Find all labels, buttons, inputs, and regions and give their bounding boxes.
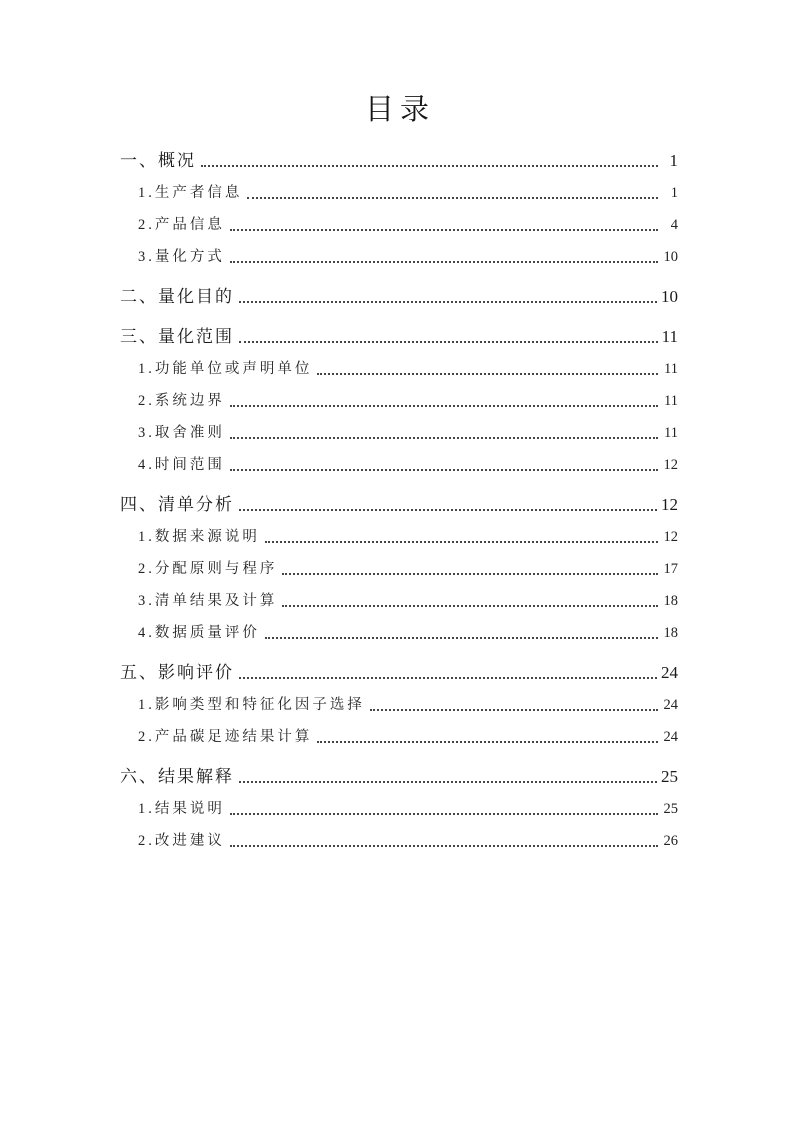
toc-entry-page-number: 24: [663, 729, 678, 745]
dot-leader: [230, 469, 658, 471]
toc-entry[interactable]: [138, 516, 678, 548]
toc-entry-page-number: 11: [664, 393, 678, 409]
toc-entry-page-number: 11: [664, 425, 678, 441]
toc-entry[interactable]: [120, 276, 678, 308]
toc-entry-page-number: 26: [663, 833, 678, 849]
toc-entry-page-number: 12: [661, 495, 678, 514]
toc-entry-label: 1.数据来源说明: [138, 529, 260, 545]
toc-entry-page-number: 11: [661, 327, 678, 346]
dot-leader: [230, 813, 658, 815]
toc-entry-label: 4.时间范围: [138, 457, 225, 473]
dot-leader: [282, 573, 658, 575]
toc-entry-page-number: 10: [661, 287, 678, 306]
toc-entry-label: 2.系统边界: [138, 393, 225, 409]
toc-entry[interactable]: [138, 236, 678, 268]
toc-entry[interactable]: [138, 716, 678, 748]
toc-entry-label: 1.功能单位或声明单位: [138, 361, 313, 377]
toc-entry[interactable]: [138, 548, 678, 580]
toc-entry-page-number: 25: [663, 801, 678, 817]
dot-leader: [317, 741, 658, 743]
toc-entry[interactable]: [138, 204, 678, 236]
toc-entry-label: 一、概况: [120, 151, 196, 170]
toc-entry[interactable]: [120, 652, 678, 684]
dot-leader: [282, 605, 658, 607]
toc-entry-label: 3.量化方式: [138, 249, 225, 265]
dot-leader: [239, 677, 657, 679]
dot-leader: [317, 373, 658, 375]
toc-entry-label: 1.影响类型和特征化因子选择: [138, 697, 365, 713]
page-title: 目录: [364, 94, 435, 126]
toc-entry[interactable]: [138, 172, 678, 204]
dot-leader: [230, 437, 658, 439]
toc-entry-label: 2.分配原则与程序: [138, 561, 278, 577]
toc-list: [120, 140, 678, 852]
toc-entry-page-number: 4: [670, 217, 678, 233]
toc-entry[interactable]: [120, 140, 678, 172]
toc-entry-label: 三、量化范围: [120, 327, 234, 346]
dot-leader: [239, 301, 657, 303]
toc-entry-page-number: 12: [663, 457, 678, 473]
dot-leader: [265, 541, 658, 543]
toc-entry[interactable]: [138, 684, 678, 716]
toc-entry[interactable]: [120, 756, 678, 788]
toc-entry-label: 1.生产者信息: [138, 185, 243, 201]
dot-leader: [239, 509, 657, 511]
dot-leader: [247, 197, 658, 199]
dot-leader: [239, 341, 658, 343]
toc-entry-label: 4.数据质量评价: [138, 625, 260, 641]
toc-entry[interactable]: [138, 820, 678, 852]
toc-entry-page-number: 1: [669, 151, 678, 170]
toc-entry-page-number: 11: [664, 361, 678, 377]
toc-entry[interactable]: [120, 316, 678, 348]
toc-entry-label: 3.清单结果及计算: [138, 593, 278, 609]
toc-entry[interactable]: [138, 348, 678, 380]
toc-entry-label: 五、影响评价: [120, 663, 234, 682]
toc-entry[interactable]: [138, 380, 678, 412]
toc-entry-page-number: 18: [663, 593, 678, 609]
toc-entry[interactable]: [120, 484, 678, 516]
toc-entry[interactable]: [138, 788, 678, 820]
toc-entry-page-number: 24: [663, 697, 678, 713]
toc-entry-page-number: 17: [663, 561, 678, 577]
dot-leader: [239, 781, 657, 783]
toc-entry[interactable]: [138, 412, 678, 444]
toc-entry[interactable]: [138, 444, 678, 476]
toc-entry-page-number: 12: [663, 529, 678, 545]
toc-entry-label: 2.产品信息: [138, 217, 225, 233]
toc-entry-label: 3.取舍准则: [138, 425, 225, 441]
dot-leader: [265, 637, 658, 639]
toc-entry-page-number: 10: [663, 249, 678, 265]
toc-entry-page-number: 1: [670, 185, 678, 201]
dot-leader: [230, 229, 658, 231]
toc-entry-label: 二、量化目的: [120, 287, 234, 306]
dot-leader: [230, 845, 658, 847]
toc-entry-label: 2.改进建议: [138, 833, 225, 849]
dot-leader: [370, 709, 658, 711]
toc-entry-page-number: 24: [661, 663, 678, 682]
dot-leader: [230, 405, 658, 407]
dot-leader: [230, 261, 658, 263]
toc-entry[interactable]: [138, 580, 678, 612]
toc-entry-label: 2.产品碳足迹结果计算: [138, 729, 313, 745]
toc-entry-page-number: 25: [661, 767, 678, 786]
toc-entry[interactable]: [138, 612, 678, 644]
dot-leader: [201, 165, 658, 167]
toc-entry-label: 四、清单分析: [120, 495, 234, 514]
toc-entry-label: 六、结果解释: [120, 767, 234, 786]
toc-entry-label: 1.结果说明: [138, 801, 225, 817]
toc-entry-page-number: 18: [663, 625, 678, 641]
